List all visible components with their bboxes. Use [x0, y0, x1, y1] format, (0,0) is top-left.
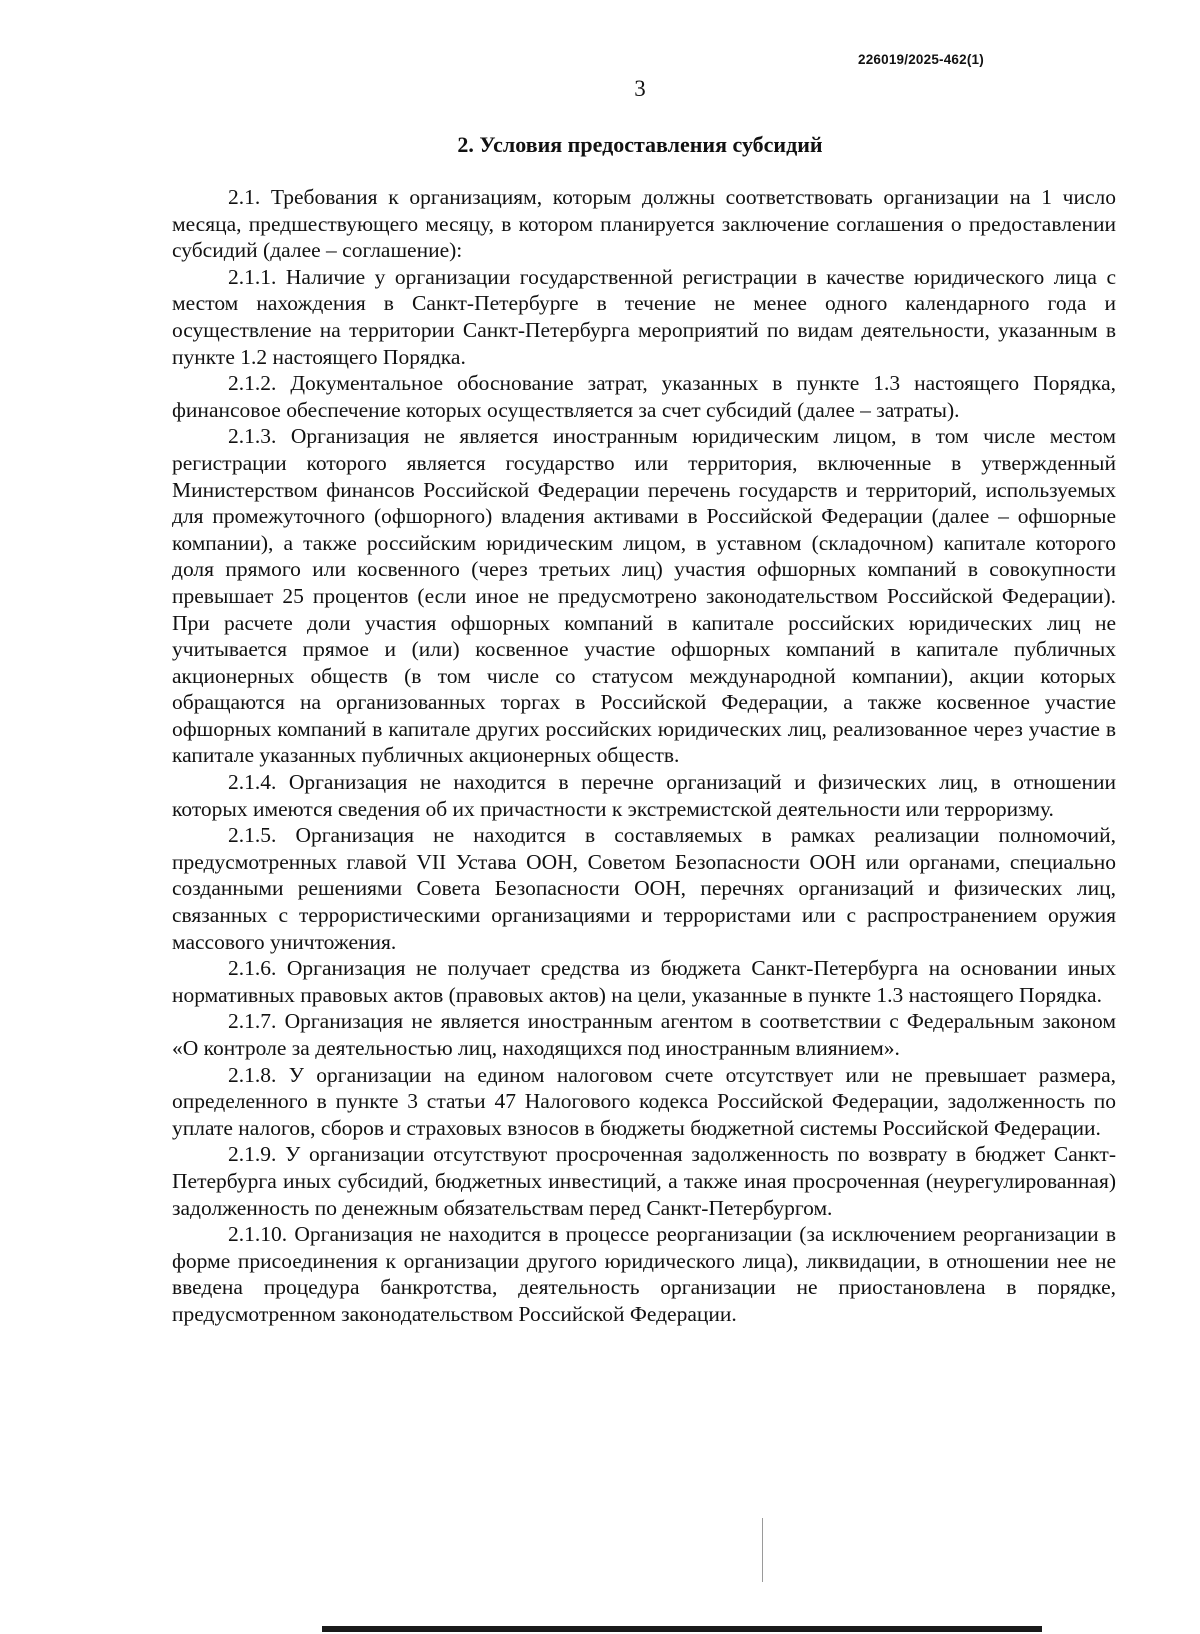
paragraph-2-1: 2.1. Требования к организациям, которым должны соответствовать организации на 1 число месяца, предшествующего месяцу, в котором планируется заключение соглашения о предоставлении субсидий (далее – соглашение):: [172, 185, 1116, 263]
paragraph-2-1-7: 2.1.7. Организация не является иностранным агентом в соответствии с Федеральным законом «О контроле за деятельностью лиц, находящихся под иностранным влиянием».: [172, 1009, 1116, 1060]
scan-artifact-line: [762, 1518, 763, 1582]
section-title: 2. Условия предоставления субсидий: [457, 132, 823, 157]
scan-bottom-edge: [322, 1626, 1042, 1632]
paragraph-2-1-10: 2.1.10. Организация не находится в процессе реорганизации (за исключением реорганизации в форме присоединения к организации другого юридического лица), ликвидации, в отношении нее не введена процедура банкротства, деятельность организации не приостановлена в порядке, предусмотренном законодательством Российской Федерации.: [172, 1222, 1116, 1326]
paragraph-2-1-2: 2.1.2. Документальное обоснование затрат, указанных в пункте 1.3 настоящего Порядка, финансовое обеспечение которых осуществляется за счет субсидий (далее – затраты).: [172, 371, 1116, 422]
paragraph-2-1-5: 2.1.5. Организация не находится в составляемых в рамках реализации полномочий, предусмотренных главой VII Устава ООН, Советом Безопасности ООН или органами, специально созданными решениями Совета Безопасности ООН, перечнях организаций и физических лиц, связанных с террористическими организациями и террористами или с распространением оружия массового уничтожения.: [172, 823, 1116, 954]
paragraph-2-1-6: 2.1.6. Организация не получает средства из бюджета Санкт-Петербурга на основании иных нормативных правовых актов (правовых актов) на цели, указанные в пункте 1.3 настоящего Порядка.: [172, 956, 1116, 1007]
document-registration-number: 226019/2025-462(1): [858, 52, 984, 67]
paragraph-2-1-9: 2.1.9. У организации отсутствуют просроченная задолженность по возврату в бюджет Санкт-Петербурга иных субсидий, бюджетных инвестиций, а также иная просроченная (неурегулированная) задолженность по денежным обязательствам перед Санкт-Петербургом.: [172, 1142, 1116, 1220]
page-number: 3: [634, 76, 646, 101]
paragraph-2-1-8: 2.1.8. У организации на едином налоговом счете отсутствует или не превышает размера, определенного в пункте 3 статьи 47 Налогового кодекса Российской Федерации, задолженность по уплате налогов, сборов и страховых взносов в бюджеты бюджетной системы Российской Федерации.: [172, 1062, 1116, 1140]
paragraph-2-1-1: 2.1.1. Наличие у организации государственной регистрации в качестве юридического лица с местом нахождения в Санкт-Петербурге в течение не менее одного календарного года и осуществление на территории Санкт-Петербурга мероприятий по видам деятельности, указанным в пункте 1.2 настоящего Порядка.: [172, 264, 1116, 369]
paragraph-2-1-3: 2.1.3. Организация не является иностранным юридическим лицом, в том числе местом регистрации которого является государство или территория, включенные в утвержденный Министерством финансов Российской Федерации перечень государств и территорий, используемых для промежуточного (офшорного) владения активами в Российской Федерации (далее – офшорные компании), а также российским юридическим лицом, в уставном (складочном) капитале которого доля прямого или косвенного (через третьих лиц) участия офшорных компаний в совокупности превышает 25 процентов (если иное не предусмотрено законодательством Российской Федерации). При расчете доли участия офшорных компаний в капитале российских юридических лиц не учитывается прямое и (или) косвенное участие офшорных компаний в капитале публичных акционерных обществ (в том числе со статусом международной компании), акции которых обращаются на организованных торгах в Российской Федерации, а также косвенное участие офшорных компаний в капитале других российских юридических лиц, реализованное через участие в капитале указанных публичных акционерных обществ.: [172, 424, 1116, 768]
document-body: [172, 184, 1116, 1328]
paragraph-2-1-4: 2.1.4. Организация не находится в перечне организаций и физических лиц, в отношении которых имеются сведения об их причастности к экстремистской деятельности или терроризму.: [172, 770, 1116, 821]
